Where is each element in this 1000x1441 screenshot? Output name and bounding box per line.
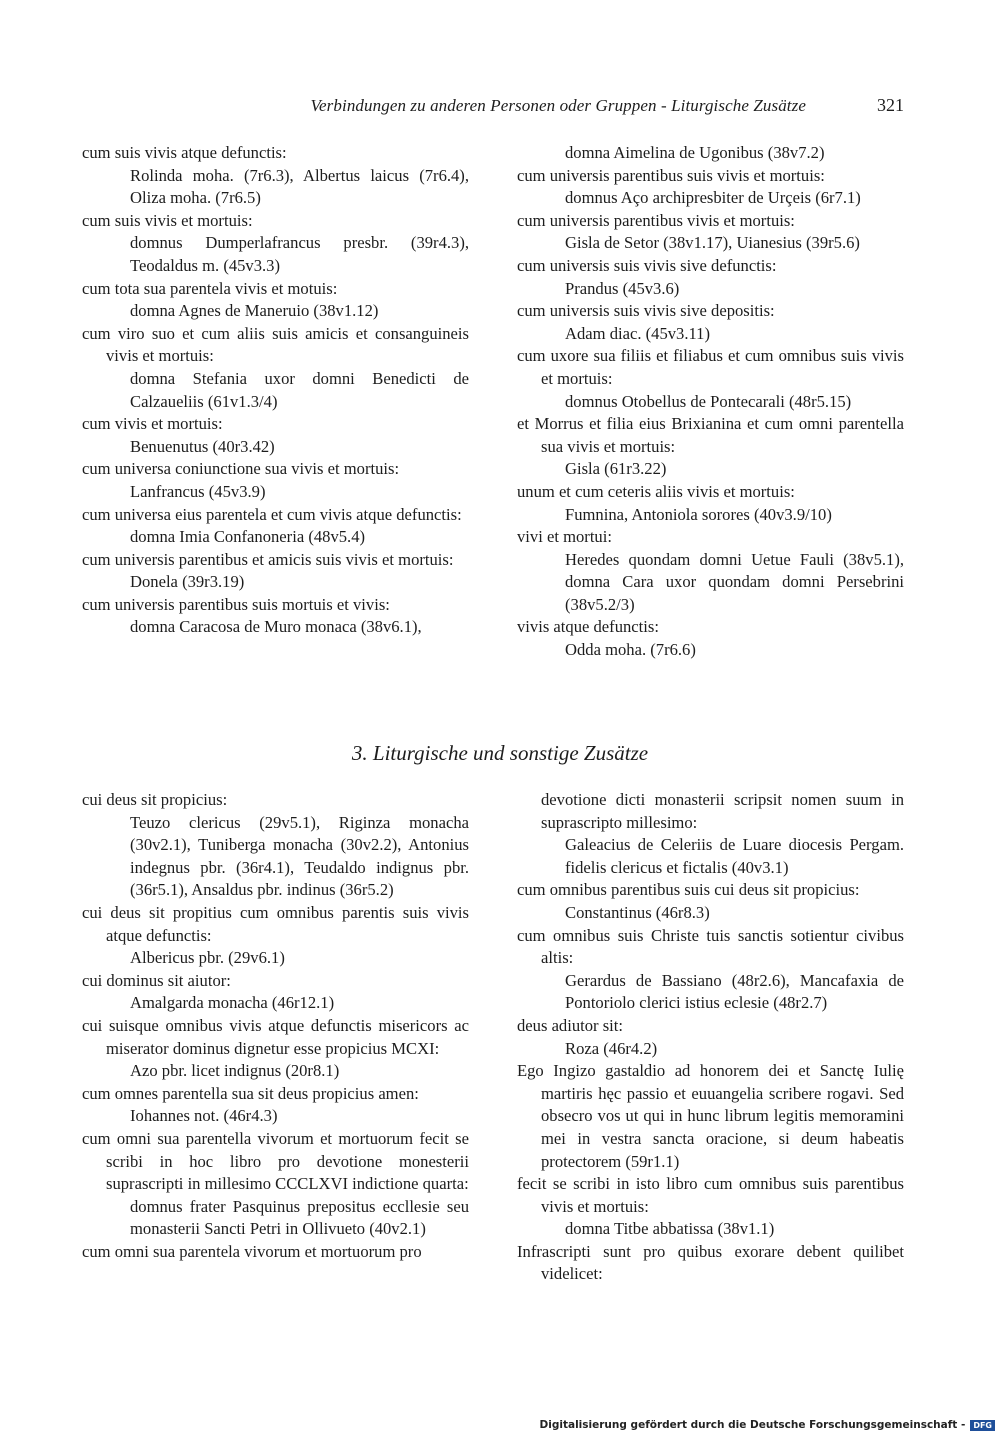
name-entry: domnus Otobellus de Pontecarali (48r5.15) xyxy=(565,391,852,411)
name-entry: Constantinus (46r8.3) xyxy=(565,902,710,922)
formula-line: cum vivis et mortuis: xyxy=(82,414,223,434)
formula-line: Ego Ingizo gastaldio ad honorem dei et Sanctę Iulię martiris hęc passio et euuangelia scribere rogavi. Sed obsecro vos ut qui in hunc librum legitis memoramini mei in vestra sancta oracione, si deum habeatis protectorem (59r1.1) xyxy=(517,1061,904,1171)
running-head-title: Verbindungen zu anderen Personen oder Gruppen - Liturgische Zusätze xyxy=(310,96,806,115)
formula-line: cum viro suo et cum aliis suis amicis et consanguineis vivis et mortuis: xyxy=(82,323,469,366)
name-entry: domna Titbe abbatissa (38v1.1) xyxy=(565,1219,775,1239)
top-right-column xyxy=(517,142,904,662)
name-entry: Fumnina, Antoniola sorores (40v3.9/10) xyxy=(565,504,832,524)
name-entry: Roza (46r4.2) xyxy=(565,1038,658,1058)
name-entry: Odda moha. (7r6.6) xyxy=(565,640,696,660)
name-entry: domna Aimelina de Ugonibus (38v7.2) xyxy=(565,143,825,162)
name-entry: domna Imia Confanoneria (48v5.4) xyxy=(130,527,366,547)
name-entry: Benuenutus (40r3.42) xyxy=(130,436,275,456)
formula-line: cum omnibus suis Christe tuis sanctis sotientur civibus altis: xyxy=(517,925,904,968)
formula-line: cum universa coniunctione sua vivis et mortuis: xyxy=(82,459,400,479)
formula-line: cum universis parentibus et amicis suis vivis et mortuis: xyxy=(82,549,454,569)
formula-line: devotione dicti monasterii scripsit nomen suum in suprascripto millesimo: xyxy=(541,790,904,832)
footer-text: Digitalisierung gefördert durch die Deutsche Forschungsgemeinschaft - xyxy=(539,1419,966,1431)
formula-line: cum universis parentibus suis mortuis et vivis: xyxy=(82,594,390,614)
name-entry: Galeacius de Celeriis de Luare diocesis Pergam. fidelis clericus et fictalis (40v3.1) xyxy=(565,835,904,877)
formula-line: cum universis suis vivis sive defunctis: xyxy=(517,255,777,275)
name-entry: domna Agnes de Maneruio (38v1.12) xyxy=(130,301,379,321)
formula-line: cum tota sua parentela vivis et motuis: xyxy=(82,278,338,298)
name-entry: Donela (39r3.19) xyxy=(130,572,245,592)
name-entry: domna Stefania uxor domni Benedicti de Calzaueliis (61v1.3/4) xyxy=(130,368,469,411)
name-entry: Adam diac. (45v3.11) xyxy=(565,323,711,343)
top-left-column xyxy=(82,142,469,639)
formula-line: Infrascripti sunt pro quibus exorare debent quilibet videlicet: xyxy=(517,1241,904,1284)
formula-line: cum omni sua parentella vivorum et mortuorum fecit se scribi in hoc libro pro devotione monesterii suprascripti in millesimo CCCLXVI indictione quarta: xyxy=(82,1128,469,1194)
formula-line: cui dominus sit aiutor: xyxy=(82,970,231,990)
formula-line: cui suisque omnibus vivis atque defunctis misericors ac miserator dominus dignetur esse propicius MCXI: xyxy=(82,1015,469,1058)
formula-line: cui deus sit propitius cum omnibus parentis suis vivis atque defunctis: xyxy=(82,902,469,945)
formula-line: vivi et mortui: xyxy=(517,527,612,547)
formula-line: cum uxore sua filiis et filiabus et cum omnibus suis vivis et mortuis: xyxy=(517,346,904,388)
formula-line: vivis atque defunctis: xyxy=(517,617,659,637)
formula-line: unum et cum ceteris aliis vivis et mortuis: xyxy=(517,481,795,501)
name-entry: domnus Aço archipresbiter de Urçeis (6r7.1) xyxy=(565,188,861,208)
name-entry: Gisla (61r3.22) xyxy=(565,459,667,479)
formula-line: et Morrus et filia eius Brixianina et cum omni parentella sua vivis et mortuis: xyxy=(517,414,904,456)
name-entry: Azo pbr. licet indignus (20r8.1) xyxy=(130,1061,340,1081)
name-entry: Lanfrancus (45v3.9) xyxy=(130,481,266,501)
name-entry: Iohannes not. (46r4.3) xyxy=(130,1106,278,1126)
running-header xyxy=(82,96,904,120)
formula-line: cum omnibus parentibus suis cui deus sit propicius: xyxy=(517,880,860,900)
name-entry: domnus frater Pasquinus prepositus eccllesie seu monasterii Sancti Petri in Ollivueto (40v2.1) xyxy=(130,1196,469,1239)
dfg-logo: DFG xyxy=(970,1420,995,1431)
formula-line: cum omnes parentella sua sit deus propicius amen: xyxy=(82,1083,419,1103)
formula-line: cum universis parentibus suis vivis et mortuis: xyxy=(517,165,825,185)
name-entry: Gerardus de Bassiano (48r2.6), Mancafaxia de Pontoriolo clerici istius eclesie (48r2.7) xyxy=(565,970,904,1013)
formula-line: deus adiutor sit: xyxy=(517,1015,624,1035)
name-entry: Amalgarda monacha (46r12.1) xyxy=(130,993,335,1013)
name-entry: domnus Dumperlafrancus presbr. (39r4.3), Teodaldus m. (45v3.3) xyxy=(130,233,469,275)
formula-line: fecit se scribi in isto libro cum omnibus suis parentibus vivis et mortuis: xyxy=(517,1174,904,1216)
formula-line: cum universa eius parentela et cum vivis atque defunctis: xyxy=(82,504,462,524)
name-entry: Gisla de Setor (38v1.17), Uianesius (39r5.6) xyxy=(565,233,860,253)
bottom-left-column xyxy=(82,789,469,1263)
formula-line: cum universis parentibus vivis et mortuis: xyxy=(517,210,795,230)
page-number: 321 xyxy=(877,95,904,115)
section-title: 3. Liturgische und sonstige Zusätze xyxy=(351,741,649,765)
formula-line: cui deus sit propicius: xyxy=(82,790,228,809)
name-entry: Teuzo clericus (29v5.1), Riginza monacha (30v2.1), Tuniberga monacha (30v2.2), Antonius indegnus pbr. (36r4.1), Teudaldo indignus pbr. (36r5.1), Ansaldus pbr. indinus (36r5.2) xyxy=(130,812,469,900)
formula-line: cum omni sua parentela vivorum et mortuorum pro xyxy=(82,1241,422,1261)
bottom-right-column xyxy=(517,789,904,1286)
name-entry: Heredes quondam domni Uetue Fauli (38v5.1), domna Cara uxor quondam domni Persebrini (38v5.2/3) xyxy=(565,549,904,614)
formula-line: cum suis vivis atque defunctis: xyxy=(82,143,287,162)
formula-line: cum suis vivis et mortuis: xyxy=(82,210,253,230)
formula-line: cum universis suis vivis sive depositis: xyxy=(517,301,775,321)
name-entry: Prandus (45v3.6) xyxy=(565,278,680,298)
footer xyxy=(540,1419,995,1431)
name-entry: Rolinda moha. (7r6.3), Albertus laicus (7r6.4), Oliza moha. (7r6.5) xyxy=(130,165,469,208)
name-entry: domna Caracosa de Muro monaca (38v6.1), xyxy=(130,617,422,637)
name-entry: Albericus pbr. (29v6.1) xyxy=(130,948,285,968)
